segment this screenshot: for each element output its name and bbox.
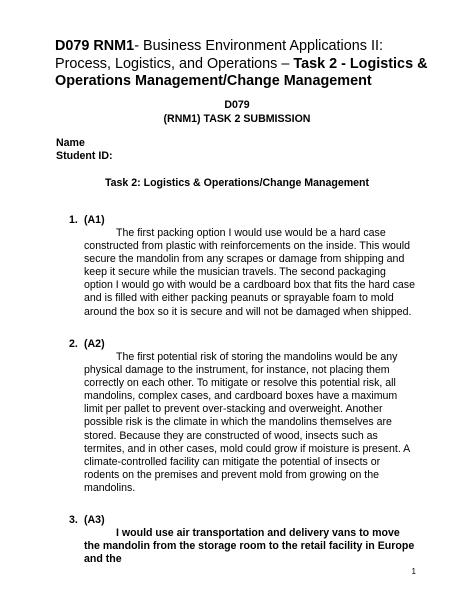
course-code: D079	[224, 99, 250, 111]
submission-title: (RNM1) TASK 2 SUBMISSION	[163, 113, 311, 125]
section-number: 2.	[69, 338, 78, 350]
title-task-name: Task 2 - Logistics & Operations Management/Change Management	[55, 55, 428, 90]
name-label: Name	[56, 137, 85, 149]
section-paragraph: I would use air transportation and delivery vans to move the mandolin from the storage room to the retail facility in Europe and the	[84, 527, 415, 566]
section-paragraph: The first potential risk of storing the mandolins would be any physical damage to the instrument, for instance, not placing them correctly on each other. To mitigate or resolve this potential risk, all mandolins, complex cases, and cardboard boxes have a maximum limit per pallet to prevent over-stacking and overweight. Another possible risk is the climate in which the mandolins themselves are stored. Because they are constructed of wood, insects such as termites, and in other cases, mold could grow if moisture is present. A climate-controlled facility can mitigate the potential of insects or rodents on the premises and prevent mold from growing on the mandolins.	[84, 351, 410, 494]
section-label: (A1)	[84, 214, 105, 226]
section-label: (A3)	[84, 514, 105, 526]
section-number: 1.	[69, 214, 78, 226]
page-number: 1	[411, 567, 416, 576]
student-id-label: Student ID:	[56, 150, 113, 162]
title-course-code: D079 RNM1	[55, 38, 135, 54]
section-paragraph: The first packing option I would use would be a hard case constructed from plastic with reinforcements on the inside. This would secure the mandolin from any scrapes or damage from shipping and keep it secure while the musician travels. The second packaging option I would go with would be a cardboard box that fits the hard case and is filled with either packing peanuts or sprayable foam to mold around the box so it is secure and will not be damaged when shipped.	[84, 227, 415, 318]
document-title	[55, 38, 435, 91]
title-course-name: - Business Environment Applications II: Process, Logistics, and Operations –	[55, 38, 383, 72]
task-heading: Task 2: Logistics & Operations/Change Management	[104, 177, 370, 189]
section-label: (A2)	[84, 338, 105, 350]
section-number: 3.	[69, 514, 78, 526]
